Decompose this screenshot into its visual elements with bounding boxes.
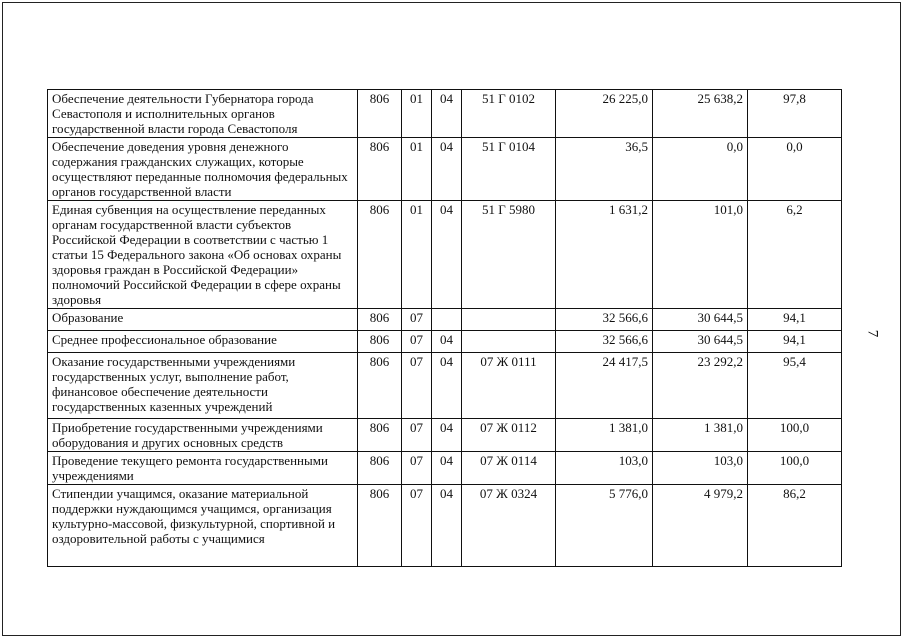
row-pct-cell: 0,0 [748, 138, 842, 201]
row-fact-cell: 25 638,2 [653, 90, 748, 138]
row-pr-cell: 04 [432, 353, 462, 419]
row-rz-cell: 07 [402, 309, 432, 331]
table-row [48, 419, 842, 452]
row-fact-cell: 101,0 [653, 201, 748, 309]
row-plan-cell: 32 566,6 [556, 331, 653, 353]
row-rz-cell: 01 [402, 138, 432, 201]
table-row [48, 309, 842, 331]
row-ved-cell: 806 [358, 138, 402, 201]
row-ved-cell: 806 [358, 90, 402, 138]
row-name-cell: Единая субвенция на осуществление переданных органам государственной власти субъектов Российской Федерации в соответствии с частью 1 статьи 15 Федерального закона «Об основах охраны здоровья граждан в Российской Федерации» полномочий Российской Федерации в сфере охраны здоровья [48, 201, 358, 309]
row-fact-cell: 4 979,2 [653, 485, 748, 567]
row-csr-cell: 07 Ж 0111 [462, 353, 556, 419]
row-pr-cell: 04 [432, 90, 462, 138]
page-number: 7 [864, 329, 881, 338]
row-name-cell: Проведение текущего ремонта государственными учреждениями [48, 452, 358, 485]
row-ved-cell: 806 [358, 309, 402, 331]
table-row [48, 331, 842, 353]
table-row [48, 353, 842, 419]
row-ved-cell: 806 [358, 485, 402, 567]
row-ved-cell: 806 [358, 331, 402, 353]
row-rz-cell: 07 [402, 353, 432, 419]
row-pct-cell: 100,0 [748, 452, 842, 485]
row-fact-cell: 23 292,2 [653, 353, 748, 419]
table-row [48, 90, 842, 138]
row-plan-cell: 103,0 [556, 452, 653, 485]
row-plan-cell: 36,5 [556, 138, 653, 201]
table-row [48, 452, 842, 485]
row-fact-cell: 1 381,0 [653, 419, 748, 452]
row-pr-cell: 04 [432, 138, 462, 201]
row-pr-cell: 04 [432, 452, 462, 485]
row-csr-cell: 07 Ж 0324 [462, 485, 556, 567]
row-name-cell: Обеспечение деятельности Губернатора города Севастополя и исполнительных органов государственной власти города Севастополя [48, 90, 358, 138]
row-name-cell: Среднее профессиональное образование [48, 331, 358, 353]
row-rz-cell: 07 [402, 419, 432, 452]
row-name-cell: Обеспечение доведения уровня денежного содержания гражданских служащих, которые осуществляют переданные полномочия федеральных органов государственной власти [48, 138, 358, 201]
row-pct-cell: 94,1 [748, 309, 842, 331]
row-pct-cell: 95,4 [748, 353, 842, 419]
row-pct-cell: 100,0 [748, 419, 842, 452]
row-pr-cell: 04 [432, 419, 462, 452]
row-plan-cell: 5 776,0 [556, 485, 653, 567]
row-ved-cell: 806 [358, 201, 402, 309]
budget-table [47, 89, 842, 567]
row-name-cell: Оказание государственными учреждениями государственных услуг, выполнение работ, финансовое обеспечение деятельности государственных казенных учреждений [48, 353, 358, 419]
row-fact-cell: 103,0 [653, 452, 748, 485]
table-row [48, 201, 842, 309]
row-ved-cell: 806 [358, 353, 402, 419]
row-plan-cell: 32 566,6 [556, 309, 653, 331]
row-rz-cell: 01 [402, 90, 432, 138]
row-csr-cell: 07 Ж 0112 [462, 419, 556, 452]
row-csr-cell [462, 309, 556, 331]
row-pr-cell: 04 [432, 485, 462, 567]
row-pct-cell: 94,1 [748, 331, 842, 353]
row-csr-cell: 51 Г 0102 [462, 90, 556, 138]
row-pct-cell: 97,8 [748, 90, 842, 138]
row-fact-cell: 0,0 [653, 138, 748, 201]
row-csr-cell: 51 Г 5980 [462, 201, 556, 309]
row-pr-cell [432, 309, 462, 331]
row-plan-cell: 26 225,0 [556, 90, 653, 138]
row-name-cell: Приобретение государственными учреждениями оборудования и других основных средств [48, 419, 358, 452]
row-pct-cell: 86,2 [748, 485, 842, 567]
row-ved-cell: 806 [358, 419, 402, 452]
row-ved-cell: 806 [358, 452, 402, 485]
row-name-cell: Образование [48, 309, 358, 331]
table-row [48, 485, 842, 567]
row-pr-cell: 04 [432, 201, 462, 309]
row-name-cell: Стипендии учащимся, оказание материальной поддержки нуждающимся учащимся, организация культурно-массовой, физкультурной, спортивной и оздоровительной работы с учащимися [48, 485, 358, 567]
row-rz-cell: 07 [402, 331, 432, 353]
row-plan-cell: 1 631,2 [556, 201, 653, 309]
row-csr-cell: 07 Ж 0114 [462, 452, 556, 485]
row-csr-cell: 51 Г 0104 [462, 138, 556, 201]
table-body [48, 90, 842, 567]
row-rz-cell: 07 [402, 452, 432, 485]
row-plan-cell: 1 381,0 [556, 419, 653, 452]
row-fact-cell: 30 644,5 [653, 331, 748, 353]
row-plan-cell: 24 417,5 [556, 353, 653, 419]
row-csr-cell [462, 331, 556, 353]
row-rz-cell: 07 [402, 485, 432, 567]
row-pr-cell: 04 [432, 331, 462, 353]
row-pct-cell: 6,2 [748, 201, 842, 309]
row-fact-cell: 30 644,5 [653, 309, 748, 331]
table-row [48, 138, 842, 201]
row-rz-cell: 01 [402, 201, 432, 309]
